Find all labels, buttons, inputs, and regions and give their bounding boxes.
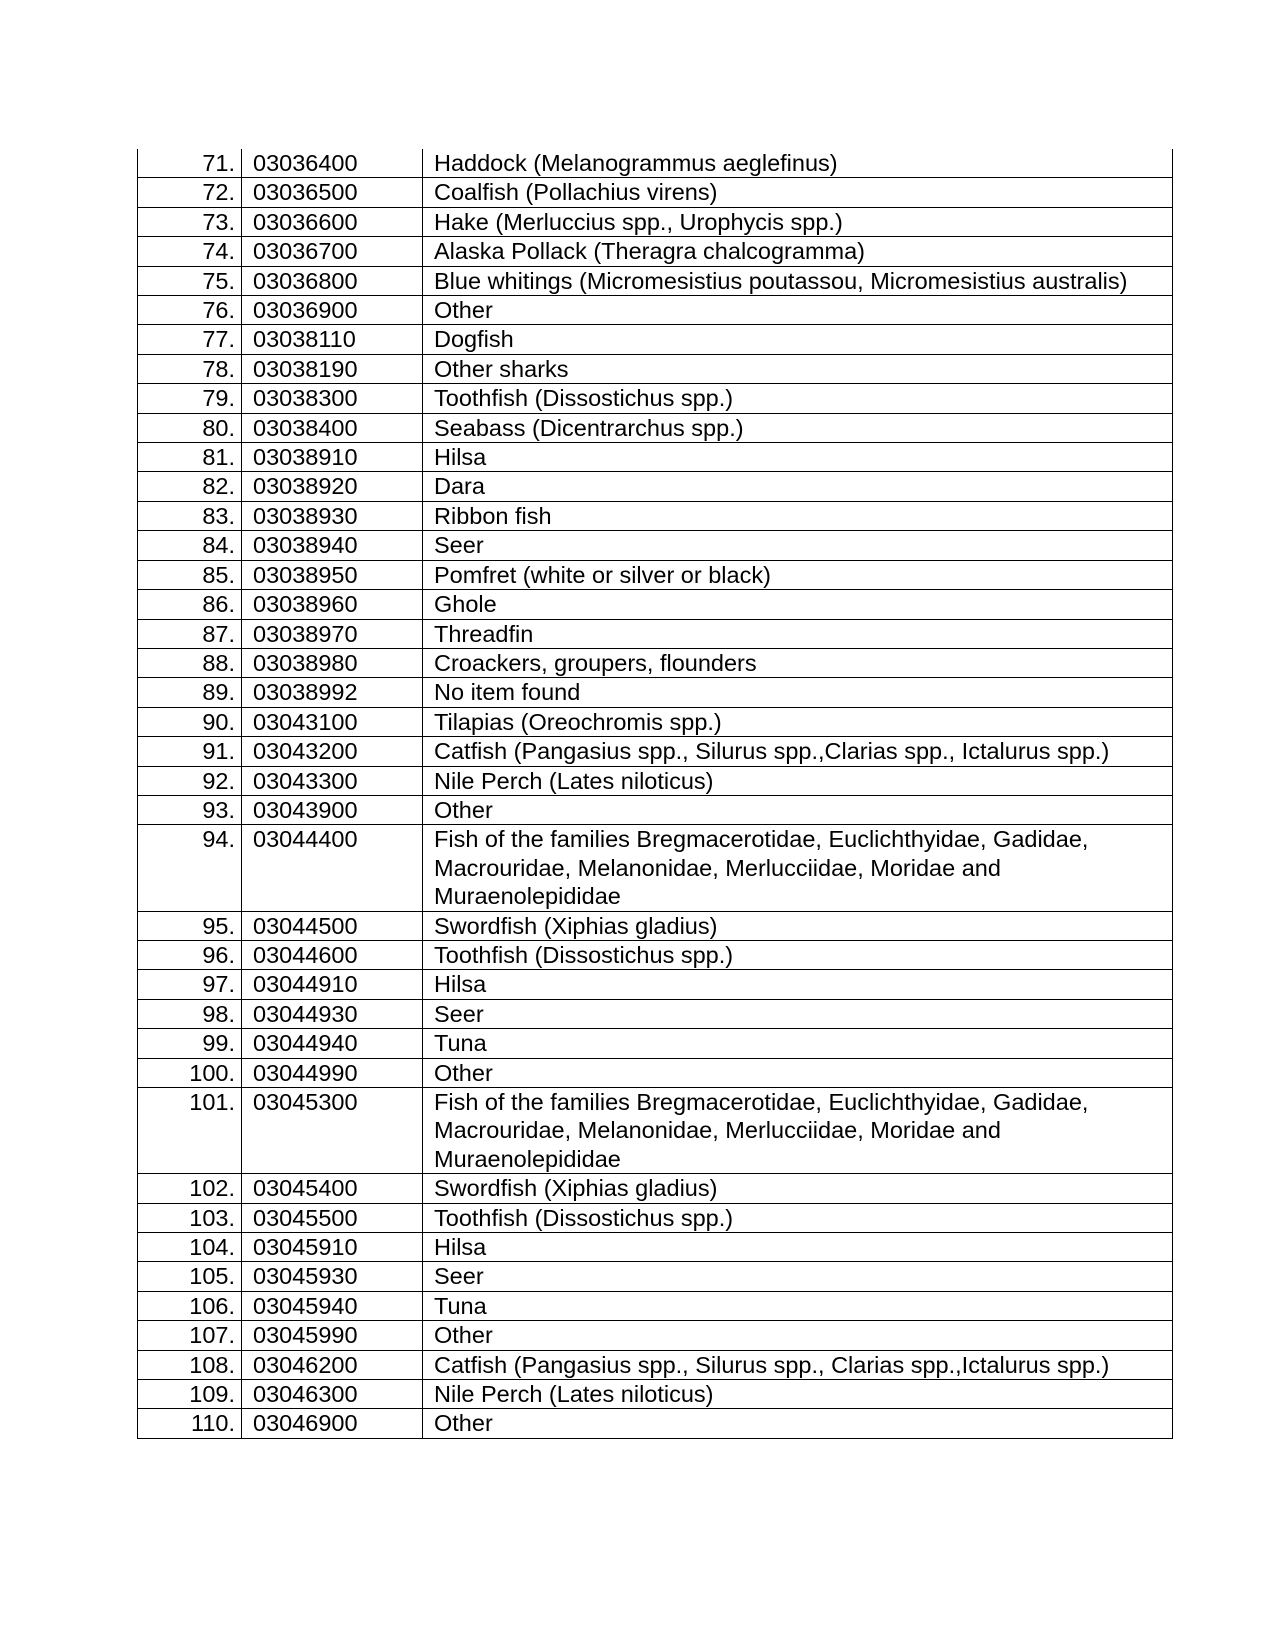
- row-serial-number: 90.: [138, 707, 242, 736]
- row-serial-number: 104.: [138, 1233, 242, 1262]
- row-hs-code: 03045990: [242, 1321, 423, 1350]
- row-hs-code: 03038992: [242, 678, 423, 707]
- row-serial-number: 100.: [138, 1058, 242, 1087]
- row-description: Other: [423, 296, 1173, 325]
- row-serial-number: 76.: [138, 296, 242, 325]
- table-row: [138, 443, 1173, 472]
- table-row: [138, 1174, 1173, 1203]
- row-hs-code: 03043300: [242, 766, 423, 795]
- row-description: Dara: [423, 472, 1173, 501]
- table-row: [138, 1058, 1173, 1087]
- row-serial-number: 97.: [138, 970, 242, 999]
- row-hs-code: 03045910: [242, 1233, 423, 1262]
- row-hs-code: 03038110: [242, 325, 423, 354]
- row-description: Coalfish (Pollachius virens): [423, 178, 1173, 207]
- row-serial-number: 96.: [138, 940, 242, 969]
- row-serial-number: 99.: [138, 1029, 242, 1058]
- row-serial-number: 77.: [138, 325, 242, 354]
- table-row: [138, 296, 1173, 325]
- table-row: [138, 1409, 1173, 1438]
- row-description: Other sharks: [423, 354, 1173, 383]
- row-description: Croackers, groupers, flounders: [423, 648, 1173, 677]
- row-serial-number: 79.: [138, 384, 242, 413]
- table-row: [138, 619, 1173, 648]
- row-serial-number: 91.: [138, 737, 242, 766]
- row-hs-code: 03046300: [242, 1380, 423, 1409]
- row-serial-number: 103.: [138, 1203, 242, 1232]
- row-serial-number: 98.: [138, 999, 242, 1028]
- row-description: Haddock (Melanogrammus aeglefinus): [423, 149, 1173, 178]
- table-row: [138, 384, 1173, 413]
- row-hs-code: 03044990: [242, 1058, 423, 1087]
- row-hs-code: 03038980: [242, 648, 423, 677]
- row-serial-number: 87.: [138, 619, 242, 648]
- table-row: [138, 970, 1173, 999]
- table-row: [138, 1380, 1173, 1409]
- table-row: [138, 531, 1173, 560]
- table-row: [138, 940, 1173, 969]
- table-row: [138, 1088, 1173, 1174]
- row-hs-code: 03044500: [242, 911, 423, 940]
- row-description: Fish of the families Bregmacerotidae, Euclichthyidae, Gadidae, Macrouridae, Melanonidae, Merlucciidae, Moridae and Muraenolepididae: [423, 825, 1173, 911]
- table-row: [138, 413, 1173, 442]
- table-body: [138, 149, 1173, 1438]
- row-description: Swordfish (Xiphias gladius): [423, 1174, 1173, 1203]
- row-hs-code: 03038970: [242, 619, 423, 648]
- row-hs-code: 03036600: [242, 207, 423, 236]
- row-description: Catfish (Pangasius spp., Silurus spp., Clarias spp.,Ictalurus spp.): [423, 1350, 1173, 1379]
- row-description: Seabass (Dicentrarchus spp.): [423, 413, 1173, 442]
- table-row: [138, 149, 1173, 178]
- row-serial-number: 106.: [138, 1291, 242, 1320]
- table-row: [138, 354, 1173, 383]
- row-serial-number: 101.: [138, 1088, 242, 1174]
- row-serial-number: 107.: [138, 1321, 242, 1350]
- row-hs-code: 03044930: [242, 999, 423, 1028]
- row-description: Hake (Merluccius spp., Urophycis spp.): [423, 207, 1173, 236]
- row-hs-code: 03043900: [242, 795, 423, 824]
- table-row: [138, 1262, 1173, 1291]
- row-serial-number: 92.: [138, 766, 242, 795]
- row-serial-number: 73.: [138, 207, 242, 236]
- row-serial-number: 74.: [138, 237, 242, 266]
- row-hs-code: 03038930: [242, 501, 423, 530]
- row-hs-code: 03044600: [242, 940, 423, 969]
- row-serial-number: 94.: [138, 825, 242, 911]
- row-description: Alaska Pollack (Theragra chalcogramma): [423, 237, 1173, 266]
- row-description: Hilsa: [423, 970, 1173, 999]
- row-serial-number: 83.: [138, 501, 242, 530]
- row-description: Swordfish (Xiphias gladius): [423, 911, 1173, 940]
- row-hs-code: 03038960: [242, 590, 423, 619]
- row-description: Seer: [423, 999, 1173, 1028]
- table-row: [138, 325, 1173, 354]
- row-serial-number: 108.: [138, 1350, 242, 1379]
- row-description: Other: [423, 1058, 1173, 1087]
- row-serial-number: 80.: [138, 413, 242, 442]
- row-hs-code: 03036900: [242, 296, 423, 325]
- row-description: Tuna: [423, 1029, 1173, 1058]
- table-row: [138, 1233, 1173, 1262]
- row-hs-code: 03043100: [242, 707, 423, 736]
- table-row: [138, 678, 1173, 707]
- row-serial-number: 93.: [138, 795, 242, 824]
- row-serial-number: 102.: [138, 1174, 242, 1203]
- row-description: Hilsa: [423, 1233, 1173, 1262]
- table-row: [138, 590, 1173, 619]
- row-description: Fish of the families Bregmacerotidae, Euclichthyidae, Gadidae, Macrouridae, Melanonidae, Merlucciidae, Moridae and Muraenolepididae: [423, 1088, 1173, 1174]
- row-hs-code: 03045930: [242, 1262, 423, 1291]
- row-serial-number: 82.: [138, 472, 242, 501]
- row-hs-code: 03036500: [242, 178, 423, 207]
- row-description: Nile Perch (Lates niloticus): [423, 1380, 1173, 1409]
- row-description: Other: [423, 1409, 1173, 1438]
- row-description: Tuna: [423, 1291, 1173, 1320]
- table-row: [138, 501, 1173, 530]
- row-hs-code: 03045300: [242, 1088, 423, 1174]
- row-description: Threadfin: [423, 619, 1173, 648]
- table-row: [138, 1321, 1173, 1350]
- table-row: [138, 237, 1173, 266]
- row-serial-number: 95.: [138, 911, 242, 940]
- tariff-code-table: [137, 149, 1173, 1439]
- table-row: [138, 560, 1173, 589]
- row-serial-number: 86.: [138, 590, 242, 619]
- row-hs-code: 03044400: [242, 825, 423, 911]
- table-row: [138, 472, 1173, 501]
- row-description: Hilsa: [423, 443, 1173, 472]
- row-description: Nile Perch (Lates niloticus): [423, 766, 1173, 795]
- table-row: [138, 1203, 1173, 1232]
- table-row: [138, 1350, 1173, 1379]
- row-hs-code: 03038950: [242, 560, 423, 589]
- row-hs-code: 03046900: [242, 1409, 423, 1438]
- row-serial-number: 81.: [138, 443, 242, 472]
- table-row: [138, 648, 1173, 677]
- row-description: Tilapias (Oreochromis spp.): [423, 707, 1173, 736]
- row-description: Other: [423, 795, 1173, 824]
- table-row: [138, 207, 1173, 236]
- row-description: Catfish (Pangasius spp., Silurus spp.,Clarias spp., Ictalurus spp.): [423, 737, 1173, 766]
- row-hs-code: 03045400: [242, 1174, 423, 1203]
- row-serial-number: 75.: [138, 266, 242, 295]
- row-description: Toothfish (Dissostichus spp.): [423, 1203, 1173, 1232]
- table-row: [138, 999, 1173, 1028]
- row-serial-number: 85.: [138, 560, 242, 589]
- row-hs-code: 03045500: [242, 1203, 423, 1232]
- row-serial-number: 110.: [138, 1409, 242, 1438]
- table-row: [138, 795, 1173, 824]
- row-serial-number: 109.: [138, 1380, 242, 1409]
- row-serial-number: 71.: [138, 149, 242, 178]
- row-description: Ghole: [423, 590, 1173, 619]
- row-hs-code: 03044940: [242, 1029, 423, 1058]
- row-serial-number: 105.: [138, 1262, 242, 1291]
- table-row: [138, 766, 1173, 795]
- row-hs-code: 03036700: [242, 237, 423, 266]
- row-description: Dogfish: [423, 325, 1173, 354]
- row-description: Blue whitings (Micromesistius poutassou, Micromesistius australis): [423, 266, 1173, 295]
- row-serial-number: 84.: [138, 531, 242, 560]
- row-description: Toothfish (Dissostichus spp.): [423, 384, 1173, 413]
- row-hs-code: 03038190: [242, 354, 423, 383]
- table-row: [138, 737, 1173, 766]
- row-hs-code: 03038920: [242, 472, 423, 501]
- row-description: Toothfish (Dissostichus spp.): [423, 940, 1173, 969]
- row-hs-code: 03045940: [242, 1291, 423, 1320]
- row-description: Seer: [423, 531, 1173, 560]
- row-serial-number: 78.: [138, 354, 242, 383]
- row-serial-number: 89.: [138, 678, 242, 707]
- row-description: Other: [423, 1321, 1173, 1350]
- row-hs-code: 03038400: [242, 413, 423, 442]
- table-row: [138, 1029, 1173, 1058]
- row-description: Pomfret (white or silver or black): [423, 560, 1173, 589]
- table-row: [138, 266, 1173, 295]
- row-description: No item found: [423, 678, 1173, 707]
- row-hs-code: 03043200: [242, 737, 423, 766]
- table-row: [138, 707, 1173, 736]
- row-hs-code: 03038910: [242, 443, 423, 472]
- row-hs-code: 03036800: [242, 266, 423, 295]
- row-hs-code: 03046200: [242, 1350, 423, 1379]
- row-serial-number: 72.: [138, 178, 242, 207]
- row-description: Seer: [423, 1262, 1173, 1291]
- row-serial-number: 88.: [138, 648, 242, 677]
- row-hs-code: 03038300: [242, 384, 423, 413]
- row-hs-code: 03044910: [242, 970, 423, 999]
- row-hs-code: 03038940: [242, 531, 423, 560]
- row-description: Ribbon fish: [423, 501, 1173, 530]
- table-row: [138, 825, 1173, 911]
- table-row: [138, 911, 1173, 940]
- table-row: [138, 1291, 1173, 1320]
- row-hs-code: 03036400: [242, 149, 423, 178]
- table-row: [138, 178, 1173, 207]
